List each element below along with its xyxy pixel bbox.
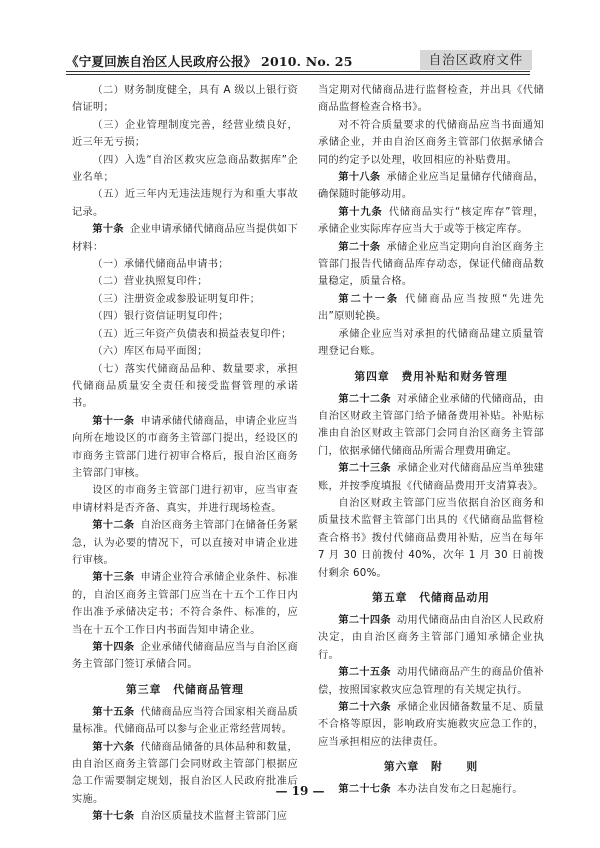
article-number: 第十七条 — [92, 811, 135, 823]
article-number: 第十五条 — [92, 706, 135, 718]
body-paragraph — [318, 326, 544, 361]
article-paragraph — [72, 808, 298, 825]
body-paragraph — [72, 343, 298, 360]
header-rule-top — [66, 71, 530, 72]
article-number: 第十九条 — [338, 206, 383, 218]
body-paragraph — [72, 117, 298, 152]
article-number: 第十三条 — [92, 572, 135, 584]
article-number: 第十二条 — [92, 520, 135, 532]
article-paragraph — [72, 639, 298, 674]
left-column — [72, 82, 298, 826]
body-paragraph — [318, 495, 544, 582]
article-number: 第二十七条 — [338, 784, 391, 796]
paragraph-text: 代储商品应当符合国家相关商品质量标准。代储商品可以参与企业正常经营周转。 — [72, 706, 299, 736]
article-paragraph — [72, 704, 298, 739]
paragraph-text: 承储企业应当足量储存代储商品，确保随时能够动用。 — [318, 172, 545, 201]
body-paragraph — [72, 273, 298, 290]
paragraph-text: 申请承储代储商品，申请企业应当向所在地设区的市商务主管部门提出，经设区的市商务主管部门进行初审合格后，报自治区商务主管部门审核。 — [72, 415, 299, 479]
paragraph-text: 承储企业因储备数量不足、质量不合格等原因，影响政府实施救灾应急工作的，应当承担相应的法律责任。 — [318, 702, 545, 748]
body-paragraph — [72, 326, 298, 343]
body-paragraph — [72, 291, 298, 308]
article-number: 第二十三条 — [338, 463, 391, 475]
page-number: — 19 — — [275, 784, 325, 798]
article-paragraph — [318, 239, 544, 291]
article-number: 第十一条 — [92, 415, 135, 427]
paragraph-text: 企业申请承储代储商品应当提供如下材料： — [72, 224, 298, 253]
article-number: 第十八条 — [338, 172, 381, 184]
paragraph-text: （一）承储代储商品申请书； — [92, 259, 229, 271]
paragraph-text: 本办法自发布之日起施行。 — [396, 784, 523, 796]
article-number: 第二十一条 — [338, 293, 399, 305]
chapter-heading: 第五章 代储商品动用 — [372, 590, 490, 604]
article-number: 第十四条 — [92, 642, 135, 653]
article-paragraph — [72, 569, 298, 639]
article-paragraph — [318, 699, 544, 751]
paragraph-text: 代储商品应当按照“先进先出”原则轮换。 — [318, 293, 544, 323]
paragraph-text: （五）近三年资产负债表和损益表复印件； — [92, 328, 292, 340]
article-number: 第二十五条 — [338, 667, 391, 679]
paragraph-text: （四）入选“自治区救灾应急商品数据库”企业名单； — [72, 154, 298, 184]
paragraph-text: 承储企业应当对承担的代储商品建立质量管理登记台账。 — [318, 328, 544, 358]
article-paragraph — [72, 413, 298, 483]
paragraph-text: （五）近三年内无违法违规行为和重大事故记录。 — [72, 189, 298, 218]
article-number: 第二十条 — [338, 241, 381, 253]
paragraph-text: 代储商品储备的具体品种和数量，由自治区商务主管部门会同财政主管部门根据应急工作需要制定规划，报自治区人民政府批准后实施。 — [72, 741, 299, 805]
paragraph-text: （三）企业管理制度完善，经营业绩良好，近三年无亏损； — [72, 119, 298, 149]
article-paragraph — [318, 612, 544, 664]
paragraph-text: （三）注册资金或参股证明复印件； — [92, 293, 261, 305]
paragraph-text: 自治区财政主管部门应当依据自治区商务和质量技术监督主管部门出具的《代储商品监督检查合格书》拨付代储商品费用补贴，应当在每年 7 月 30 日前拨付 40%，次年 1 月 30 日前拨付剩余 60%。 — [318, 497, 544, 579]
paragraph-text: 对承储企业承储的代储商品，由自治区财政主管部门给予储备费用补贴。补贴标准由自治区财政主管部门会同自治区商务主管部门，依据承储代储商品所需合理费用确定。 — [318, 393, 545, 457]
body-paragraph — [72, 186, 298, 221]
body-paragraph — [72, 361, 298, 413]
paragraph-text: 当定期对代储商品进行监督检查，并出具《代储商品监督检查合格书》。 — [318, 85, 544, 114]
chapter-heading: 第六章 附 则 — [383, 760, 479, 774]
paragraph-text: 自治区商务主管部门在储备任务紧急，认为必要的情况下，可以直接对申请企业进行审核。 — [72, 520, 299, 566]
paragraph-text: 承储企业应当定期向自治区商务主管部门报告代储商品库存动态，保证代储商品数量稳定，质量合格。 — [318, 241, 545, 288]
chapter-heading: 第三章 代储商品管理 — [126, 682, 244, 696]
paragraph-text: 动用代储商品产生的商品价值补偿，按照国家救灾应急管理的有关规定执行。 — [318, 667, 545, 696]
right-column — [318, 82, 544, 799]
article-paragraph — [72, 221, 298, 256]
paragraph-text: 设区的市商务主管部门进行初审，应当审查申请材料是否齐备、真实，并进行现场检查。 — [72, 485, 298, 514]
article-number: 第十六条 — [92, 741, 135, 753]
body-paragraph — [318, 82, 544, 117]
article-paragraph — [318, 460, 544, 495]
article-paragraph — [318, 391, 544, 461]
body-paragraph — [72, 256, 298, 273]
paragraph-text: 代储商品实行“核定库存”管理，承储企业实际库存应当大于或等于核定库存。 — [318, 206, 544, 236]
article-number: 第二十二条 — [338, 393, 391, 405]
article-paragraph — [318, 664, 544, 699]
paragraph-text: （二）财务制度健全，具有 A 级以上银行资信证明； — [72, 85, 298, 114]
article-paragraph — [318, 204, 544, 239]
body-paragraph — [72, 152, 298, 187]
body-paragraph — [72, 308, 298, 325]
article-paragraph — [72, 517, 298, 569]
paragraph-text: 动用代储商品由自治区人民政府决定，由自治区商务主管部门通知承储企业执行。 — [318, 614, 545, 661]
paragraph-text: 自治区质量技术监督主管部门应 — [140, 811, 288, 823]
header-rule-bottom — [66, 74, 530, 75]
article-paragraph — [318, 169, 544, 204]
article-number: 第二十六条 — [338, 702, 391, 713]
article-number: 第十条 — [92, 224, 124, 236]
article-paragraph — [318, 291, 544, 326]
paragraph-text: （七）落实代储商品品种、数量要求，承担代储商品质量安全责任和接受监督管理的承诺书。 — [72, 363, 298, 410]
gazette-title: 《宁夏回族自治区人民政府公报》 2010. No. 25 — [66, 54, 353, 69]
body-paragraph — [72, 482, 298, 517]
chapter-heading: 第四章 费用补贴和财务管理 — [354, 369, 508, 383]
paragraph-text: 申请企业符合承储企业条件、标准的，自治区商务主管部门应当在十五个工作日内作出准予承储决定书；不符合条件、标准的，应当在十五个工作日内书面告知申请企业。 — [72, 572, 299, 636]
paragraph-text: 承储企业对代储商品应当单独建账，并按季度填报《代储商品费用开支清算表》。 — [318, 463, 545, 492]
section-tag: 自治区政府文件 — [420, 50, 532, 70]
body-paragraph — [318, 117, 544, 169]
paragraph-text: （四）银行资信证明复印件； — [92, 311, 229, 323]
paragraph-text: 对不符合质量要求的代储商品应当书面通知承储企业，并由自治区商务主管部门依据承储合同的约定予以处理，收回相应的补贴费用。 — [318, 119, 544, 166]
paragraph-text: （六）库区布局平面图； — [92, 346, 208, 358]
body-paragraph — [72, 82, 298, 117]
paragraph-text: 企业承储代储商品应当与自治区商务主管部门签订承储合同。 — [72, 642, 299, 671]
paragraph-text: （二）营业执照复印件； — [92, 276, 208, 288]
article-number: 第二十四条 — [338, 614, 391, 626]
